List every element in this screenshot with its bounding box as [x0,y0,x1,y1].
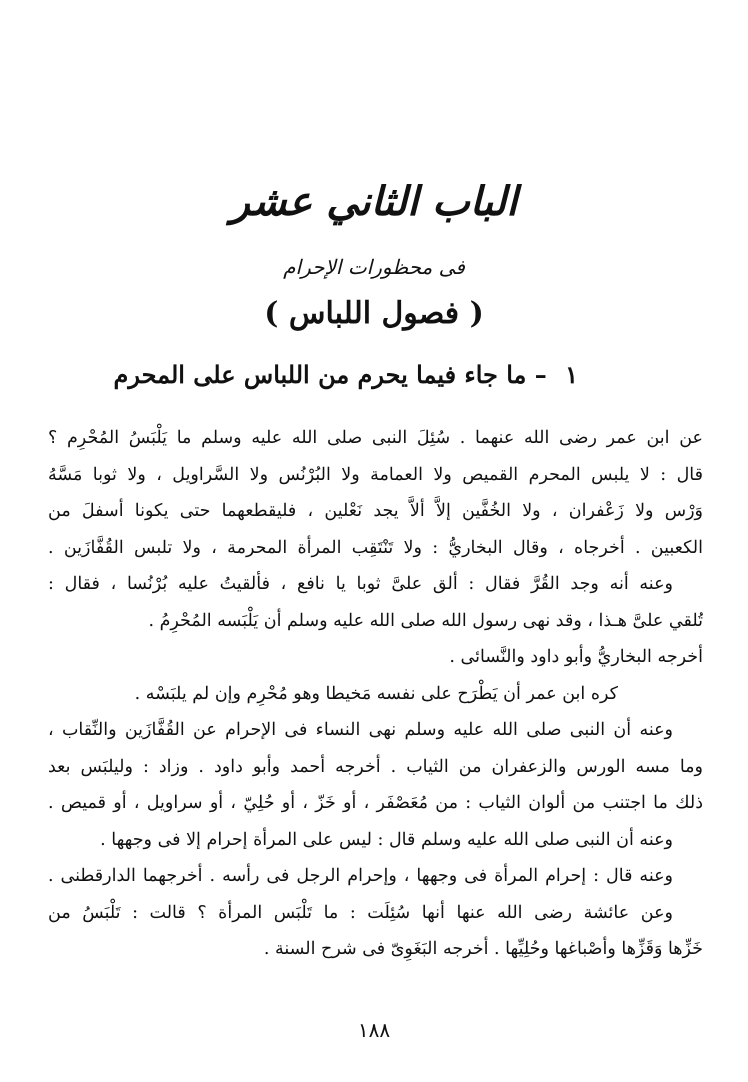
text-line: أخرجه البخاريُّ وأبو داود والنَّسائى . [449,647,703,667]
chapter-title: الباب الثاني عشر [230,178,518,225]
text-line: ذلك ما اجتنب من ألوان الثياب : من مُعَصْفَر ، أو خَزّ ، أو حُلِيّ ، أو سراويل ، أو قميص . [48,793,703,813]
text-line: وَرْس ولا زَعْفران ، ولا الخُفَّين إلاَّ ألاَّ يجد نَعْلين ، فليقطعهما حتى يكونا أسفلَ من [48,501,703,521]
text-line: كره ابن عمر أن يَطْرَح على نفسه مَخيطا وهو مُحْرِم وإن لم يلبَسْه . [134,683,618,704]
subsection-number: ١ [565,360,578,389]
text-line: قال : لا يلبس المحرم القميص ولا العمامة ولا البُرْنُس ولا السَّراويل ، ولا ثوبا مَسَّهُ [48,464,703,485]
text-line: الكعبين . أخرجاه ، وقال البخاريُّ : ولا تَنْتَقِب المرأة المحرمة ، ولا تلبس القُفَّازَين . [48,537,703,558]
text-line: وعنه أنه وجد القُرَّ فقال : ألق علىَّ ثوبا يا نافع ، فألقيتُ عليه بُرْنُسا ، فقال : [48,574,673,594]
text-line: وعنه قال : إحرام المرأة فى وجهها ، وإحرام الرجل فى رأسه . أخرجهما الدارقطنى . [48,866,673,886]
page-number: ١٨٨ [357,1018,391,1042]
text-line: خَزِّها وَقَزِّها وأصْباغها وحُلِيِّها . أخرجه البَغَوِىّ فى شرح السنة . [263,939,703,959]
text-line: عن ابن عمر رضى الله عنهما . سُئِلَ النبى صلى الله عليه وسلم ما يَلْبَسُ المُحْرِم ؟ [48,428,703,448]
text-line: تُلقي علىَّ هـذا ، وقد نهى رسول الله صلى الله عليه وسلم أن يَلْبَسه المُحْرِمُ . [148,610,703,631]
chapter-subtitle: فى محظورات الإحرام [283,255,465,279]
text-line: وعنه أن النبى صلى الله عليه وسلم قال : ليس على المرأة إحرام إلا فى وجهها . [100,829,673,850]
text-line: وما مسه الورس والزعفران من الثياب . أخرجه أحمد وأبو داود . وزاد : وليلبَس بعد [48,756,703,777]
section-heading: ( فصول اللباس ) [264,296,484,331]
body-text [48,420,703,968]
text-line: وعنه أن النبى صلى الله عليه وسلم نهى النساء فى الإحرام عن القُفَّازَين والنِّقاب ، [48,720,673,740]
subsection-title: – ما جاء فيما يحرم من اللباس على المحرم [113,360,547,389]
subsection-heading [60,360,578,389]
text-line: وعن عائشة رضى الله عنها أنها سُئِلَت : ما تَلْبَس المرأة ؟ قالت : تَلْبَسُ من [48,902,673,923]
